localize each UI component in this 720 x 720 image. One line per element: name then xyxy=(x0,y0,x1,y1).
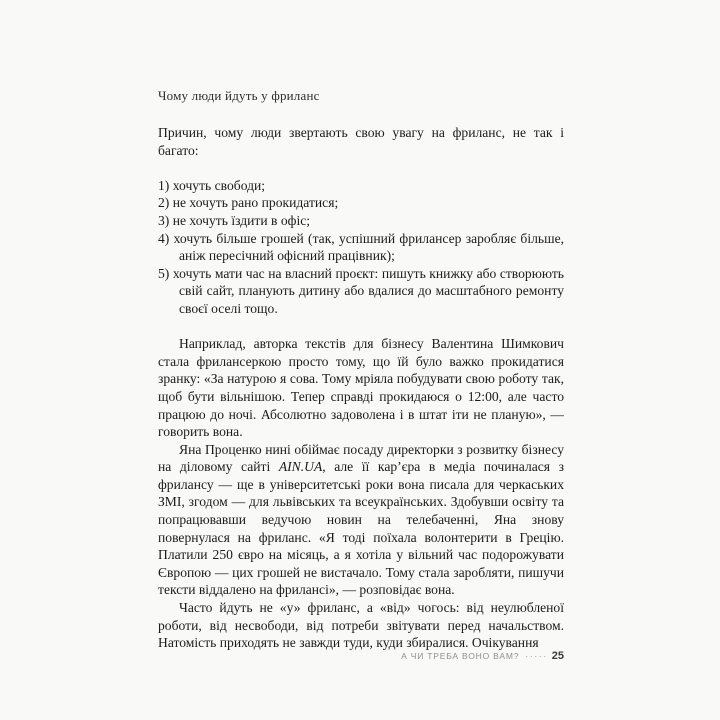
list-item-4: 4) хочуть більше грошей (так, успішний фрилансер заробляє більше, аніж пересічний офісний працівник); xyxy=(158,230,564,264)
list-item-5: 5) хочуть мати час на власний проєкт: пишуть книжку або створюють свій сайт, планують дитину або вдалися до масштабного ремонту своєї оселі тощо. xyxy=(158,265,564,316)
paragraph-yana xyxy=(158,441,564,599)
paragraph-often: Часто йдуть не «у» фриланс, а «від» чогось: від неулюбленої роботи, від несвободи, від потреби звітувати перед начальством. Натомість приходять не завжди туди, куди збиралися. Очікування xyxy=(158,600,564,651)
reasons-list xyxy=(158,177,564,318)
running-header: Чому люди йдуть у фриланс xyxy=(158,88,320,103)
site-name: AIN.UA xyxy=(278,459,323,475)
paragraph-yana-pre: Яна Проценко нині обіймає посаду директорки з розвитку бізнесу на діловому сайті xyxy=(158,441,564,475)
page-footer xyxy=(158,646,564,664)
list-item-3: 3) не хочуть їздити в офіс; xyxy=(158,212,311,228)
intro-paragraph: Причин, чому люди звертають свою увагу на фриланс, не так і багато: xyxy=(158,125,564,158)
footer-dots: ····· xyxy=(525,651,548,661)
paragraph-example: Наприклад, авторка текстів для бізнесу Валентина Шимкович стала фрилансеркою просто тому, що їй було важко прокидатися зранку: «За натурою я сова. Тому мріяла побудувати свою роботу так, щоб бути вільнішою. Тепер справді прокидаюся о 12:00, але часто працюю до ночі. Абсолютно задоволена і в штат іти не планую», — говорить вона. xyxy=(158,336,564,440)
paragraph-yana-post: , але її кар’єра в медіа починалася з фрилансу — ще в університетські роки вона писала для черкаських ЗМІ, згодом — для львівських та всеукраїнських. Здобувши освіту та попрацювавши ведучою новин на телебаченні, Яна знову повернулася на фриланс. «Я тоді поїхала волонтерити в Грецію. Платили 250 євро на місяць, а я хотіла у вільний час подорожувати Європою — цих грошей не вистачало. Тому стала заробляти, пишучи тексти віддалено на фрилансі», — розповідає вона. xyxy=(158,459,565,598)
page-number: 25 xyxy=(551,650,564,662)
body-paragraphs xyxy=(158,335,564,652)
list-item-2: 2) не хочуть рано прокидатися; xyxy=(158,195,339,211)
page-content xyxy=(158,88,564,652)
footer-section-title: А ЧИ ТРЕБА ВОНО ВАМ? xyxy=(401,651,520,661)
list-item-1: 1) хочуть свободи; xyxy=(158,177,266,193)
